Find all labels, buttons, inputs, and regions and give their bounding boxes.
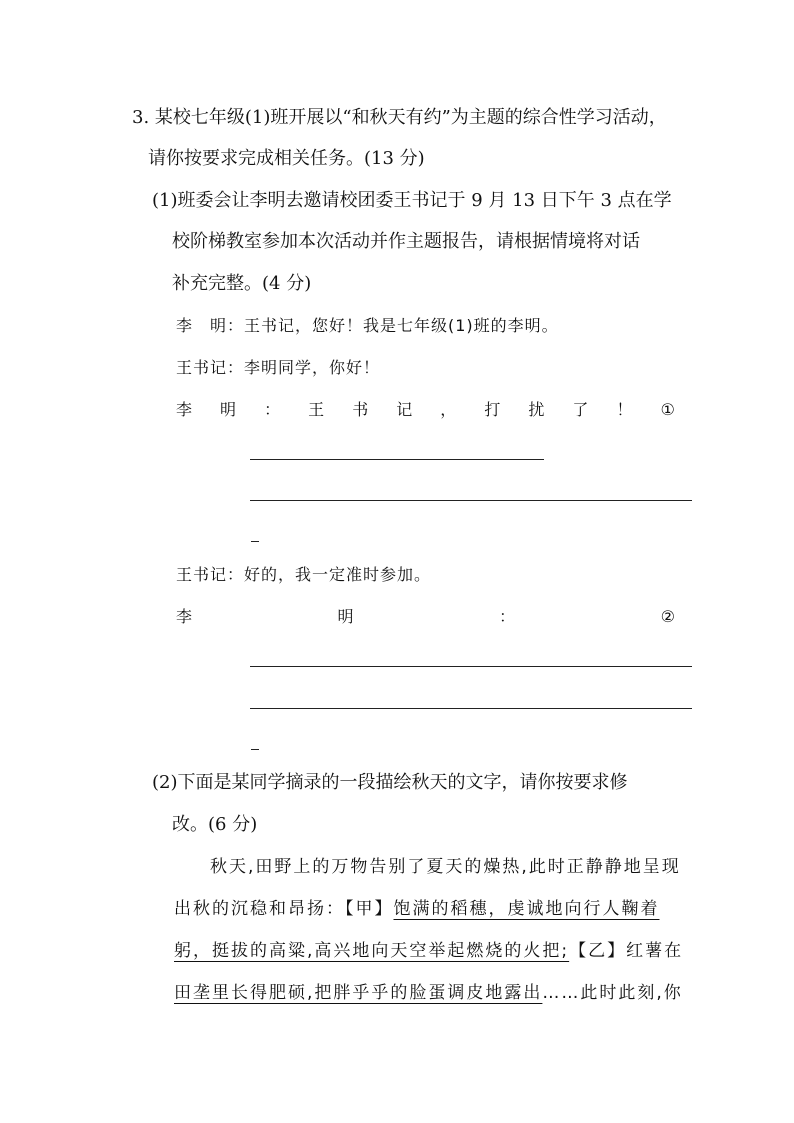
dialog-line-1: 李 明：王书记，您好！我是七年级(1)班的李明。 <box>176 316 559 335</box>
word: 了 <box>572 400 590 419</box>
question-line-2: 请你按要求完成相关任务。(13 分) <box>148 148 425 169</box>
passage-underlined: 饱满的稻穗，虔诚地向行人鞠着 <box>393 899 660 919</box>
part2-line-2: 改。(6 分) <box>172 814 258 835</box>
answer-blank-2a[interactable] <box>250 666 692 667</box>
passage-line-1: 秋天,田野上的万物告别了夏天的燥热,此时正静静地呈现 <box>210 857 681 877</box>
dialog-line-3 <box>176 398 676 422</box>
word: 王 <box>308 400 326 419</box>
passage-text: ……此时此刻,你 <box>542 983 683 1003</box>
part1-line-3: 补充完整。(4 分) <box>172 273 312 294</box>
word: 扰 <box>528 400 546 419</box>
word: ， <box>440 400 458 419</box>
part2-line-1: (2)下面是某同学摘录的一段描绘秋天的文字，请你按要求修 <box>152 772 628 793</box>
speaker-colon: ： <box>264 400 282 419</box>
dialog-line-4: 王书记：好的，我一定准时参加。 <box>176 565 432 584</box>
passage-text: 【乙】红薯在 <box>569 941 684 961</box>
passage-underlined: 田垄里长得肥硕,把胖乎乎的脸蛋调皮地露出 <box>174 983 543 1003</box>
question-line-1: 3. 某校七年级(1)班开展以“和秋天有约”为主题的综合性学习活动， <box>132 107 667 128</box>
passage-text: 出秋的沉稳和昂扬：【甲】 <box>174 899 394 919</box>
answer-blank-1b[interactable] <box>250 500 692 501</box>
passage-line-3 <box>174 939 683 963</box>
passage-line-2 <box>174 897 660 921</box>
speaker-li: 李 <box>176 400 194 419</box>
speaker-li: 李 <box>176 607 194 626</box>
answer-blank-1c <box>251 541 259 542</box>
answer-blank-2c <box>251 749 259 750</box>
dialog-line-2: 王书记：李明同学，你好！ <box>176 358 381 377</box>
speaker-ming: 明 <box>220 400 238 419</box>
passage-underlined: 躬，挺拔的高粱,高兴地向天空举起燃烧的火把; <box>174 941 570 961</box>
answer-blank-1a[interactable] <box>250 459 544 460</box>
word: ！ <box>616 400 634 419</box>
part1-line-1: (1)班委会让李明去邀请校团委王书记于 9 月 13 日下午 3 点在学 <box>152 190 672 211</box>
part1-line-2: 校阶梯教室参加本次活动并作主题报告，请根据情境将对话 <box>172 231 640 252</box>
word: 书 <box>352 400 370 419</box>
blank-mark-1: ① <box>660 400 676 419</box>
word: 记 <box>396 400 414 419</box>
passage-line-4 <box>174 981 683 1005</box>
speaker-ming: 明 <box>337 607 355 626</box>
word: 打 <box>484 400 502 419</box>
dialog-line-5 <box>176 605 676 629</box>
answer-blank-2b[interactable] <box>250 708 692 709</box>
blank-mark-2: ② <box>660 607 676 626</box>
speaker-colon: ： <box>499 607 517 626</box>
